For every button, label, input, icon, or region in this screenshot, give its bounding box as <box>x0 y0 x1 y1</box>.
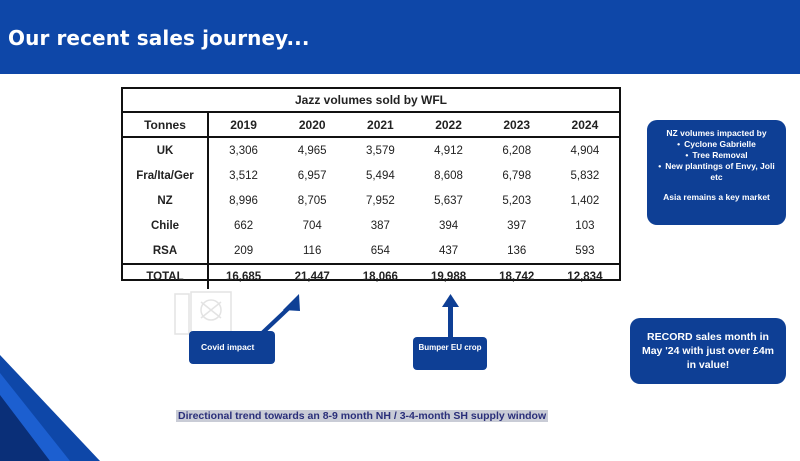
table-cell: 4,904 <box>570 144 600 157</box>
bumper-eu-crop-callout: Bumper EU crop <box>413 337 487 370</box>
table-cell: 704 <box>302 219 322 232</box>
supply-window-footnote: Directional trend towards an 8-9 month NH / 3-4-month SH supply window <box>178 410 547 422</box>
table-cell: 8,996 <box>229 194 258 207</box>
table-cell: 3,512 <box>229 169 258 182</box>
table-cell: 593 <box>575 244 595 257</box>
column-header: 2023 <box>483 112 551 137</box>
table-cell: 397 <box>507 219 527 232</box>
callout-bullet: • Tree Removal <box>653 150 780 161</box>
total-cell: 12,834 <box>551 264 619 289</box>
table-cell: 6,957 <box>297 169 327 182</box>
total-cell: 21,447 <box>278 264 346 289</box>
table-cell: 387 <box>370 219 390 232</box>
column-header: 2024 <box>551 112 619 137</box>
total-cell: 16,685 <box>208 264 278 289</box>
callout-bullet: • Cyclone Gabrielle <box>653 139 780 150</box>
callout-bullet: • New plantings of Envy, Joli etc <box>653 161 780 183</box>
table-cell: 662 <box>233 219 254 232</box>
callout-heading: NZ volumes impacted by <box>666 128 767 138</box>
table-row <box>123 238 619 264</box>
table-cell: 8,608 <box>434 169 463 182</box>
table-cell: 4,912 <box>434 144 463 157</box>
table-cell: 437 <box>438 244 459 257</box>
table-cell: 8,705 <box>297 194 327 207</box>
column-header: 2020 <box>278 112 346 137</box>
corner-decoration <box>0 355 100 461</box>
table-row <box>123 137 619 163</box>
table-cell: 5,637 <box>434 194 463 207</box>
table-cell: 6,208 <box>502 144 532 157</box>
table-cell: 103 <box>575 219 595 232</box>
table-cell: 136 <box>507 244 527 257</box>
table-title: Jazz volumes sold by WFL <box>123 89 619 112</box>
table-row <box>123 188 619 213</box>
column-header: 2022 <box>414 112 482 137</box>
covid-impact-callout: Covid impact <box>189 331 275 364</box>
table-cell: 5,832 <box>570 169 600 182</box>
callout-note: Asia remains a key market <box>663 192 770 202</box>
table-cell: 3,306 <box>229 144 258 157</box>
total-cell: 19,988 <box>414 264 482 289</box>
table-cell: 5,203 <box>502 194 532 207</box>
table-total-row <box>123 264 619 289</box>
row-label: Fra/Ita/Ger <box>123 163 208 188</box>
page-title: Our recent sales journey... <box>8 26 310 50</box>
table-cell: 7,952 <box>365 194 395 207</box>
eu-arrow <box>442 294 459 338</box>
table-cell: 654 <box>370 244 390 257</box>
sales-volume-table <box>121 87 621 281</box>
row-label: UK <box>123 137 208 163</box>
table-cell: 1,402 <box>570 194 600 207</box>
column-header: 2021 <box>346 112 414 137</box>
column-header: Tonnes <box>123 112 208 137</box>
table-cell: 116 <box>303 244 322 257</box>
total-cell: 18,742 <box>483 264 551 289</box>
record-sales-callout: RECORD sales month in May '24 with just over £4m in value! <box>630 318 786 384</box>
table-cell: 5,494 <box>365 169 395 182</box>
total-label: TOTAL <box>123 264 208 289</box>
callout-bullet-list <box>653 139 780 183</box>
table-cell: 3,579 <box>365 144 395 157</box>
table-cell: 394 <box>438 219 459 232</box>
table-cell: 209 <box>233 244 254 257</box>
total-cell: 18,066 <box>346 264 414 289</box>
table-row <box>123 163 619 188</box>
table-header-row <box>123 112 619 137</box>
column-header: 2019 <box>208 112 278 137</box>
row-label: RSA <box>123 238 208 264</box>
table-row <box>123 213 619 238</box>
table-cell: 6,798 <box>502 169 532 182</box>
table-cell: 4,965 <box>297 144 327 157</box>
nz-impact-callout <box>647 120 786 225</box>
row-label: NZ <box>123 188 208 213</box>
row-label: Chile <box>123 213 208 238</box>
